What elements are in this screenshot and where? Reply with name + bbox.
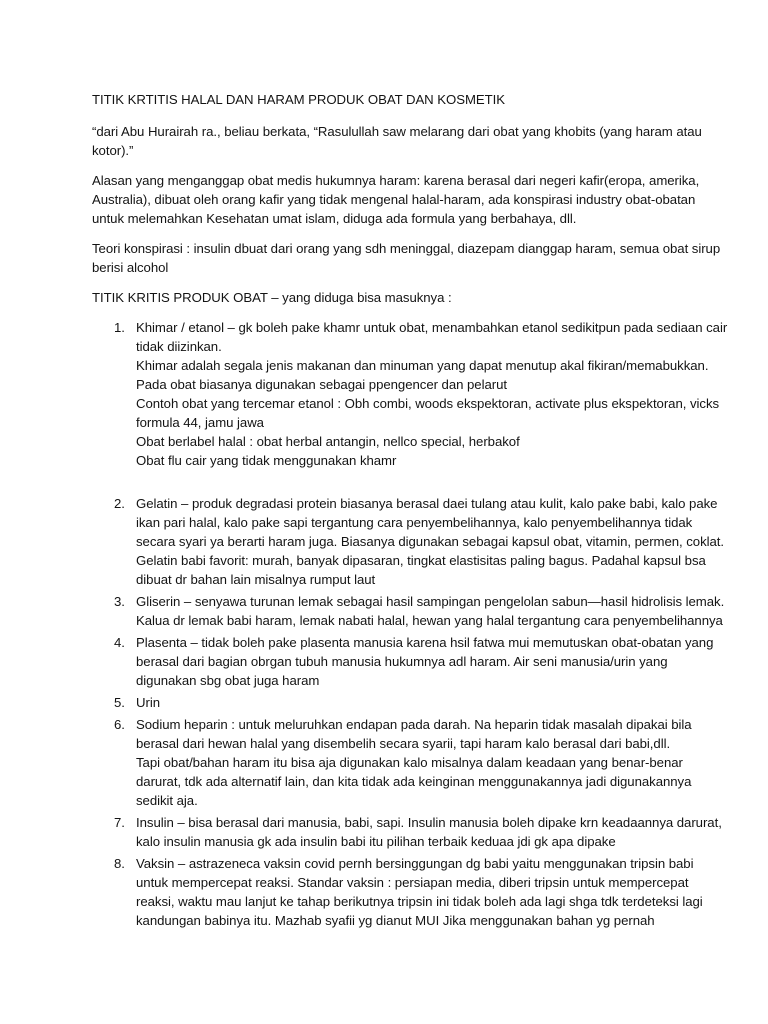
document-title: TITIK KRTITIS HALAL DAN HARAM PRODUK OBAT DAN KOSMETIK: [92, 92, 506, 107]
list-item-text: Contoh obat yang tercemar etanol : Obh combi, woods ekspektoran, activate plus ekspektoran, vicks formula 44, jamu jawa: [136, 396, 720, 430]
list-item: [92, 715, 728, 810]
list-item-text: Khimar adalah segala jenis makanan dan minuman yang dapat menutup akal fikiran/memabukkan. Pada obat biasanya digunakan sebagai ppengencer dan pelarut: [136, 358, 709, 392]
list-item: [92, 854, 728, 930]
list-item-number: 5.: [114, 695, 125, 710]
paragraph-conspiracy: Teori konspirasi : insulin dbuat dari orang yang sdh meninggal, diazepam dianggap haram, semua obat sirup berisi alcohol: [92, 241, 721, 275]
list-item: [92, 813, 728, 851]
list-item-text: Vaksin – astrazeneca vaksin covid pernh bersinggungan dg babi yaitu menggunakan tripsin babi untuk mempercepat reaksi. Standar vaksin : persiapan media, diberi tripsin untuk mempercepat reaksi, waktu mau lanjut ke tahap berikutnya tripsin ini tidak boleh ada lagi shga tdk terdeteksi lagi kandungan babinya itu. Mazhab syafii yg dianut MUI Jika menggunakan bahan yg pernah: [136, 856, 703, 928]
list-item: [92, 592, 728, 630]
list-item-number: 6.: [114, 717, 125, 732]
list-item-number: 1.: [114, 320, 125, 335]
list-item-number: 7.: [114, 815, 125, 830]
list-item-text: Khimar / etanol – gk boleh pake khamr untuk obat, menambahkan etanol sedikitpun pada sediaan cair tidak diizinkan.: [136, 320, 728, 354]
list-item-number: 2.: [114, 496, 125, 511]
list-item-text: Insulin – bisa berasal dari manusia, babi, sapi. Insulin manusia boleh dipake krn keadaannya darurat, kalo insulin manusia gk ada insulin babi itu pilihan terbaik keduaa jdi gk apa dipake: [136, 815, 722, 849]
list-item-number: 3.: [114, 594, 125, 609]
list-item-text: Gelatin – produk degradasi protein biasanya berasal daei tulang atau kulit, kalo pake babi, kalo pake ikan pari halal, kalo pake sapi tergantung cara penyembelihannya, kalo penyembelihannya tidak secara syari ya berarti haram juga. Biasanya digunakan sebagai kapsul obat, vitamin, permen, coklat. Gelatin babi favorit: murah, banyak dipasaran, tingkat elastisitas paling bagus. Padahal kapsul bsa dibuat dr bahan lain misalnya rumput laut: [136, 496, 725, 587]
paragraph-reasons: Alasan yang menganggap obat medis hukumnya haram: karena berasal dari negeri kafir(eropa, amerika, Australia), dibuat oleh orang kafir yang tidak mengenal halal-haram, ada konspirasi industry obat-obatan untuk melemahkan Kesehatan umat islam, diduga ada formula yang berbahaya, dll.: [92, 173, 700, 226]
hadith-quote: “dari Abu Hurairah ra., beliau berkata, “Rasulullah saw melarang dari obat yang khobits (yang haram atau kotor).”: [92, 124, 702, 158]
critical-points-list: [92, 318, 728, 930]
list-item-text: Obat flu cair yang tidak menggunakan khamr: [136, 453, 397, 468]
list-item: [92, 693, 728, 712]
list-item-text: Sodium heparin : untuk meluruhkan endapan pada darah. Na heparin tidak masalah dipakai bila berasal dari hewan halal yang disembelih secara syarii, tapi haram kalo berasal dari babi,dll.: [136, 717, 692, 751]
list-item: [92, 633, 728, 690]
list-item-text: Gliserin – senyawa turunan lemak sebagai hasil sampingan pengelolan sabun—hasil hidrolisis lemak. Kalua dr lemak babi haram, lemak nabati halal, hewan yang halal tergantung cara penyembelihannya: [136, 594, 725, 628]
list-item-text: Obat berlabel halal : obat herbal antangin, nellco special, herbakof: [136, 434, 520, 449]
list-item-number: 8.: [114, 856, 125, 871]
list-item-number: 4.: [114, 635, 125, 650]
section-heading: TITIK KRITIS PRODUK OBAT – yang diduga bisa masuknya :: [92, 290, 452, 305]
list-item-text: Urin: [136, 695, 160, 710]
list-item: [92, 318, 728, 470]
list-item-text: Plasenta – tidak boleh pake plasenta manusia karena hsil fatwa mui memutuskan obat-obatan yang berasal dari bagian obrgan tubuh manusia hukumnya adl haram. Air seni manusia/urin yang digunakan sbg obat juga haram: [136, 635, 714, 688]
list-item-text: Tapi obat/bahan haram itu bisa aja digunakan kalo misalnya dalam keadaan yang benar-benar darurat, tdk ada alternatif lain, dan kita tidak ada keinginan menggunakannya jadi digunakannya sedikit aja.: [136, 755, 692, 808]
list-item: [92, 494, 728, 589]
